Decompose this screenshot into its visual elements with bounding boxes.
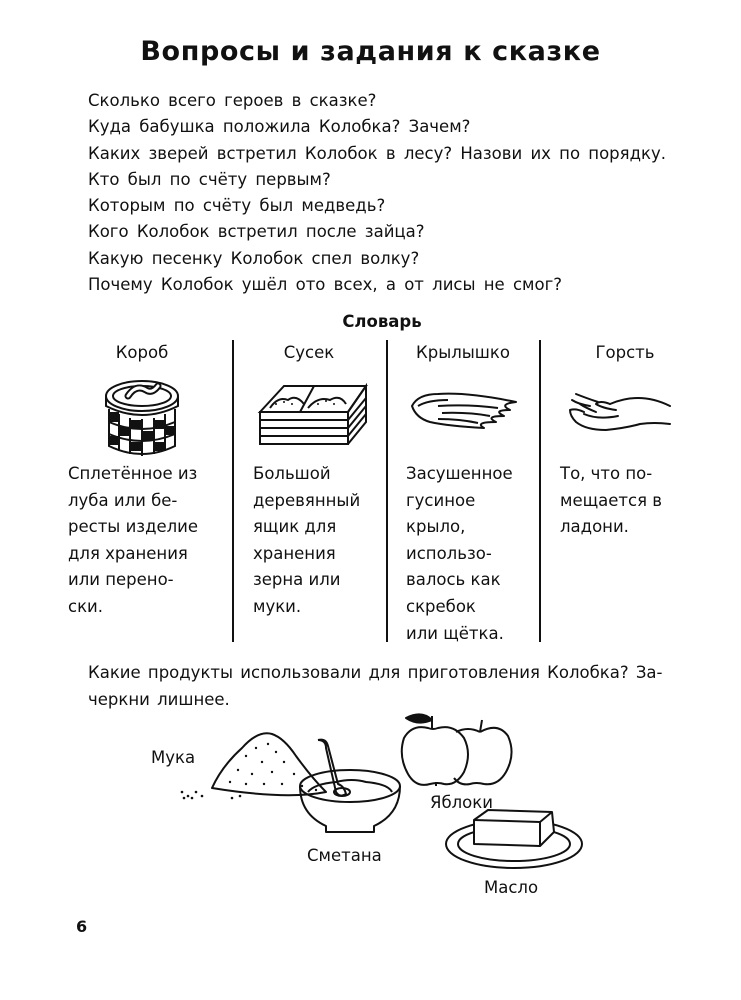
dictionary-term-susek: Сусек <box>283 343 335 362</box>
definition-line: для хранения <box>68 543 188 563</box>
column-divider <box>232 340 234 642</box>
dictionary-term-korob: Короб <box>115 343 169 362</box>
butter-plate-icon <box>444 808 584 870</box>
dictionary-title: Словарь <box>342 312 422 331</box>
task-line: Какие продукты использовали для приготовления Колобка? За- <box>88 663 663 682</box>
definition-line: мещается в <box>560 490 662 510</box>
wing-icon <box>408 386 520 430</box>
dictionary-term-krylyshko: Крылышко <box>416 343 510 362</box>
question-item: Которым по счёту был медведь? <box>88 196 386 216</box>
basket-icon <box>102 376 182 458</box>
definition-line: скребок <box>406 596 476 616</box>
item-label-sour-cream: Сметана <box>307 846 382 865</box>
item-label-flour: Мука <box>151 748 196 767</box>
question-item: Куда бабушка положила Колобка? Зачем? <box>88 117 471 137</box>
definition-line: Большой <box>253 464 331 483</box>
dictionary-definition <box>253 461 360 621</box>
definition-line: Сплетённое из <box>68 464 198 483</box>
sour-cream-bowl-icon <box>296 738 404 838</box>
dictionary-definition <box>406 461 513 647</box>
question-item: Кого Колобок встретил после зайца? <box>88 222 425 242</box>
definition-line: или щётка. <box>406 623 504 643</box>
dictionary-definition <box>68 461 198 621</box>
column-divider <box>386 340 388 642</box>
item-label-butter: Масло <box>484 878 539 897</box>
column-divider <box>539 340 541 642</box>
page-title: Вопросы и задания к сказке <box>140 36 601 67</box>
definition-line: деревянный <box>253 490 361 510</box>
definition-line: или перено- <box>68 570 174 590</box>
question-item: Кто был по счёту первым? <box>88 169 331 189</box>
question-list <box>88 88 666 298</box>
dictionary-definition <box>560 461 662 541</box>
question-item: Каких зверей встретил Колобок в лесу? Назови их по порядку. <box>88 143 666 163</box>
definition-line: муки. <box>253 596 302 616</box>
task-text <box>88 659 663 713</box>
definition-line: зерна или <box>253 570 341 590</box>
definition-line: луба или бе- <box>68 490 178 510</box>
cupped-hand-icon <box>566 384 674 434</box>
item-label-apples: Яблоки <box>430 793 493 812</box>
definition-line: ящик для <box>253 517 337 537</box>
definition-line: Засушенное <box>406 464 513 483</box>
page-number: 6 <box>76 917 88 936</box>
definition-line: крыло, <box>406 517 466 537</box>
question-item: Сколько всего героев в сказке? <box>88 91 377 110</box>
definition-line: валось как <box>406 570 501 590</box>
question-item: Почему Колобок ушёл ото всех, а от лисы не смог? <box>88 275 562 295</box>
apples-icon <box>398 712 514 790</box>
definition-line: ладони. <box>560 517 629 537</box>
grain-bin-icon <box>256 382 368 448</box>
definition-line: ски. <box>68 596 104 616</box>
question-item: Какую песенку Колобок спел волку? <box>88 248 420 268</box>
definition-line: То, что по- <box>560 464 653 483</box>
definition-line: хранения <box>253 543 336 563</box>
definition-line: гусиное <box>406 490 476 510</box>
task-line: черкни лишнее. <box>88 690 230 709</box>
definition-line: ресты изделие <box>68 517 199 537</box>
dictionary-term-gorst: Горсть <box>595 343 655 362</box>
definition-line: использо- <box>406 543 492 563</box>
